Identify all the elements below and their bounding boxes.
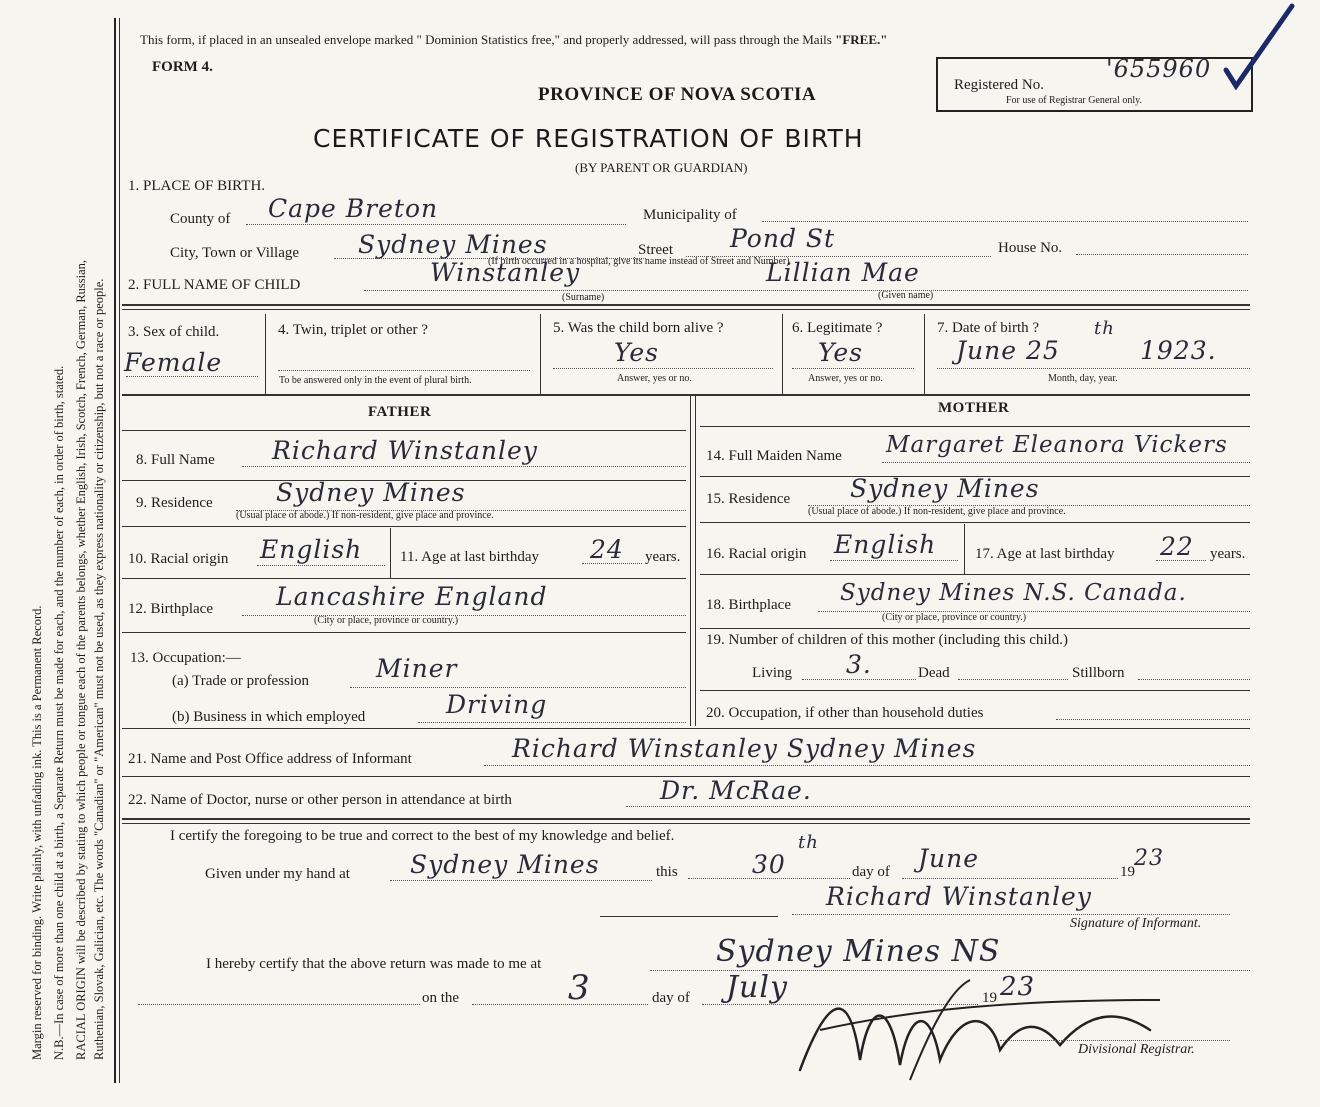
mother-children-label: 19. Number of children of this mother (including this child.) xyxy=(706,632,1069,648)
father-birthplace-value: Lancashire England xyxy=(276,582,548,611)
father-age-value: 24 xyxy=(590,535,624,564)
mother-age-label: 17. Age at last birthday xyxy=(975,546,1115,562)
registrar-signature-icon xyxy=(790,970,1180,1090)
doctor-value: Dr. McRae. xyxy=(660,776,812,805)
mother-residence-note: (Usual place of abode.) If non-resident, give place and province. xyxy=(808,506,1066,517)
hospital-note: (If birth occurred in a hospital, give its name instead of Street and Number) xyxy=(488,256,790,267)
cert-year-value: 23 xyxy=(1134,846,1164,871)
dead-label: Dead xyxy=(918,665,950,681)
father-occupation-label: 13. Occupation:— xyxy=(130,650,241,666)
certificate-title: CERTIFICATE OF REGISTRATION OF BIRTH xyxy=(313,124,864,153)
father-trade-value: Miner xyxy=(376,654,458,683)
certify-statement: I certify the foregoing to be true and correct to the best of my knowledge and belief. xyxy=(170,828,675,844)
father-age-unit: years. xyxy=(645,549,681,565)
father-residence-value: Sydney Mines xyxy=(276,478,466,507)
sex-label: 3. Sex of child. xyxy=(128,324,220,340)
given-under-label: Given under my hand at xyxy=(205,866,350,882)
municipality-label: Municipality of xyxy=(643,207,737,223)
mother-heading: MOTHER xyxy=(938,400,1010,416)
mother-age-value: 22 xyxy=(1160,532,1194,561)
alive-note: Answer, yes or no. xyxy=(617,373,692,384)
cert-month-value: June xyxy=(918,844,980,873)
this-label: this xyxy=(656,864,678,880)
mail-notice-text: This form, if placed in an unsealed envelope marked " Dominion Statistics free," and properly addressed, will pass through the Mails xyxy=(140,32,832,47)
father-business-label: (b) Business in which employed xyxy=(172,709,366,725)
father-birthplace-label: 12. Birthplace xyxy=(128,601,213,617)
house-label: House No. xyxy=(998,240,1063,256)
mother-racial-label: 16. Racial origin xyxy=(706,546,807,562)
twin-label: 4. Twin, triplet or other ? xyxy=(278,322,428,338)
mother-age-unit: years. xyxy=(1210,546,1246,562)
cert-day-suffix: th xyxy=(798,832,819,853)
registrar-day-value: 3 xyxy=(568,968,591,1008)
dob-suffix: th xyxy=(1094,318,1115,339)
dob-note: Month, day, year. xyxy=(1048,373,1118,384)
mother-birthplace-value: Sydney Mines N.S. Canada. xyxy=(840,580,1187,606)
stillborn-label: Stillborn xyxy=(1072,665,1125,681)
registrar-year-value: 23 xyxy=(1000,972,1036,1002)
registrar-year-prefix: 19 xyxy=(982,990,997,1006)
mail-notice xyxy=(140,32,887,48)
father-trade-label: (a) Trade or profession xyxy=(172,673,310,689)
legitimate-value: Yes xyxy=(818,338,863,367)
alive-value: Yes xyxy=(614,338,659,367)
cert-year-prefix: 19 xyxy=(1120,864,1135,880)
province-heading: PROVINCE OF NOVA SCOTIA xyxy=(538,84,817,105)
place-of-birth-heading: 1. PLACE OF BIRTH. xyxy=(128,178,266,194)
father-name-value: Richard Winstanley xyxy=(272,436,538,465)
mother-residence-label: 15. Residence xyxy=(706,491,791,507)
signature-of-informant-label: Signature of Informant. xyxy=(1070,916,1202,931)
legitimate-note: Answer, yes or no. xyxy=(808,373,883,384)
alive-label: 5. Was the child born alive ? xyxy=(553,320,724,336)
binding-rule-inner xyxy=(119,18,120,1083)
certificate-subtitle: (BY PARENT OR GUARDIAN) xyxy=(575,160,748,175)
living-label: Living xyxy=(752,665,792,681)
dob-label: 7. Date of birth ? xyxy=(937,320,1040,336)
registrar-note: For use of Registrar General only. xyxy=(1006,95,1142,106)
mail-free: "FREE." xyxy=(835,32,888,47)
father-racial-label: 10. Racial origin xyxy=(128,551,229,567)
divisional-registrar-label: Divisional Registrar. xyxy=(1078,1042,1195,1057)
father-residence-label: 9. Residence xyxy=(136,495,213,511)
registrar-month-value: July xyxy=(726,970,788,1005)
dob-value: June 25 xyxy=(956,336,1060,365)
on-the-label: on the xyxy=(422,990,460,1006)
surname-note: (Surname) xyxy=(562,292,605,303)
cert-dayof-label: day of xyxy=(852,864,890,880)
mother-birthplace-label: 18. Birthplace xyxy=(706,597,791,613)
check-mark-icon xyxy=(1222,0,1302,90)
margin-note-racial-origin: RACIAL ORIGIN will be described by stating to which people or tongue each of the parents belongs, whether English, Irish, Scotch, French, German, Russian, xyxy=(74,259,88,1060)
registered-value: '655960 xyxy=(1106,55,1212,83)
dob-year: 1923. xyxy=(1140,336,1217,365)
father-age-label: 11. Age at last birthday xyxy=(400,549,539,565)
margin-note-nationality: Ruthenian, Slovak, Galician, etc. The words "Canadian" or "American" must not be used, as they express nationality or citizenship, but not a race or people. xyxy=(92,278,106,1060)
informant-value: Richard Winstanley Sydney Mines xyxy=(512,734,977,763)
registrar-place-value: Sydney Mines NS xyxy=(716,934,1001,969)
legitimate-label: 6. Legitimate ? xyxy=(792,320,883,336)
child-name-label: 2. FULL NAME OF CHILD xyxy=(128,277,301,293)
mother-residence-value: Sydney Mines xyxy=(850,474,1040,503)
doctor-label: 22. Name of Doctor, nurse or other person in attendance at birth xyxy=(128,792,512,808)
father-racial-value: English xyxy=(260,535,363,564)
margin-note-binding: Margin reserved for binding. Write plainly, with unfading ink. This is a Permanent Record. xyxy=(30,605,44,1060)
registrar-statement: I hereby certify that the above return was made to me at xyxy=(206,956,542,972)
child-given-value: Lillian Mae xyxy=(766,258,920,287)
father-name-label: 8. Full Name xyxy=(136,452,215,468)
given-name-note: (Given name) xyxy=(878,290,934,301)
child-surname-value: Winstanley xyxy=(430,258,581,287)
form-number: FORM 4. xyxy=(152,59,213,75)
street-value: Pond St xyxy=(730,224,836,253)
sex-value: Female xyxy=(124,348,223,377)
county-value: Cape Breton xyxy=(268,194,439,223)
cert-day-value: 30 xyxy=(752,850,786,879)
street-label: Street xyxy=(638,242,673,258)
registered-label: Registered No. xyxy=(954,77,1044,93)
father-business-value: Driving xyxy=(446,690,548,719)
mother-racial-value: English xyxy=(834,530,937,559)
margin-note-plural-birth: N.B.—In case of more than one child at a birth, a Separate Return must be made for each, and the number of each, in order of birth, stated. xyxy=(52,365,66,1060)
city-value: Sydney Mines xyxy=(358,230,548,259)
father-birthplace-note: (City or place, province or country.) xyxy=(314,615,459,626)
informant-signature: Richard Winstanley xyxy=(826,882,1092,911)
registrar-dayof-label: day of xyxy=(652,990,690,1006)
father-heading: FATHER xyxy=(368,404,432,420)
twin-note: To be answered only in the event of plural birth. xyxy=(279,375,472,386)
informant-label: 21. Name and Post Office address of Informant xyxy=(128,751,412,767)
city-label: City, Town or Village xyxy=(170,245,300,261)
registered-number-box xyxy=(936,57,1253,112)
mother-birthplace-note: (City or place, province or country.) xyxy=(882,612,1027,623)
father-residence-note: (Usual place of abode.) If non-resident, give place and province. xyxy=(236,510,494,521)
living-value: 3. xyxy=(846,650,872,679)
mother-name-value: Margaret Eleanora Vickers xyxy=(886,432,1228,458)
binding-rule xyxy=(114,18,116,1083)
mother-occupation-label: 20. Occupation, if other than household duties xyxy=(706,705,984,721)
county-label: County of xyxy=(170,211,231,227)
given-place-value: Sydney Mines xyxy=(410,850,600,879)
mother-name-label: 14. Full Maiden Name xyxy=(706,448,842,464)
